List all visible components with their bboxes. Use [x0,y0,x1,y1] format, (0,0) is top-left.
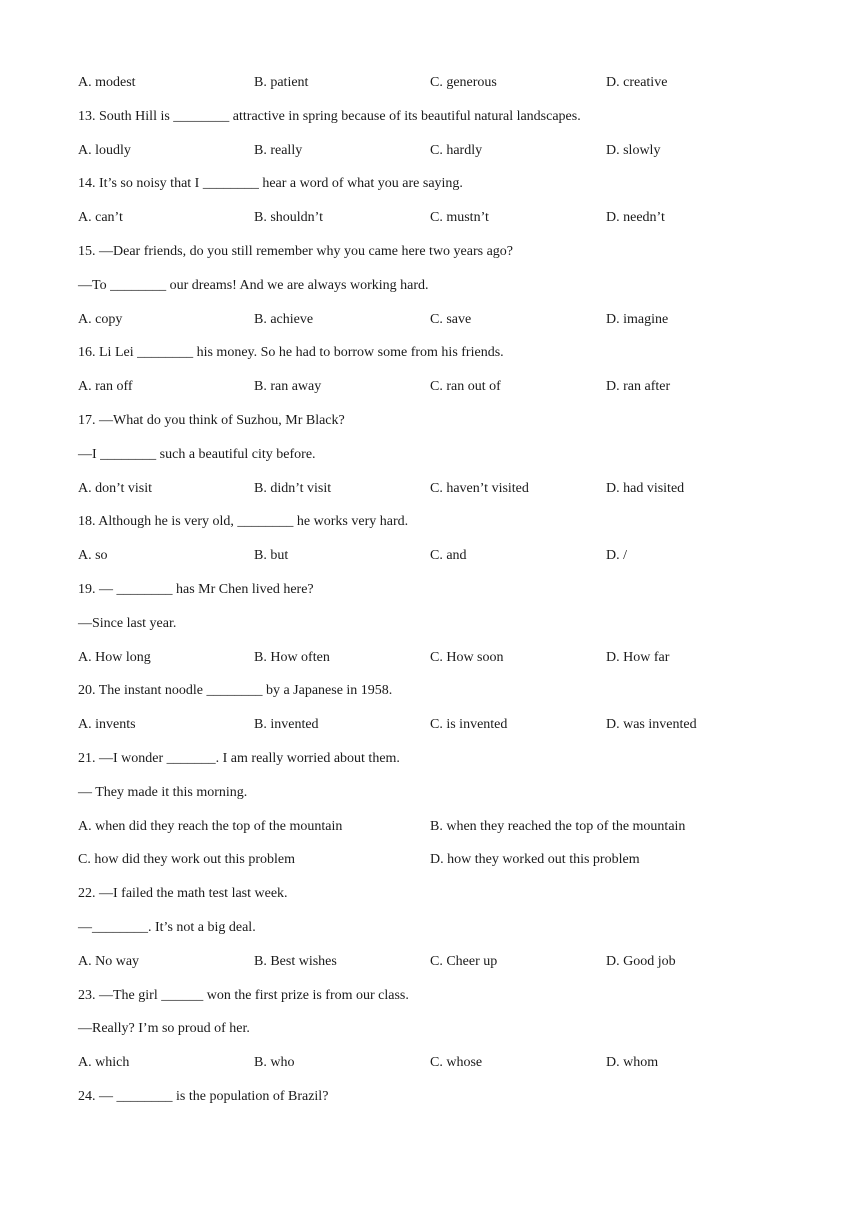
options-row [78,546,798,566]
answer-option: D. slowly [606,143,661,158]
answer-option: C. haven’t visited [430,481,529,496]
question-stem: 21. —I wonder _______. I am really worried about them. [78,751,400,766]
answer-option: A. when did they reach the top of the mountain [78,819,343,834]
options-row [78,310,798,330]
dialogue-line: — They made it this morning. [78,785,248,800]
question-stem: 23. —The girl ______ won the first prize is from our class. [78,988,409,1003]
answer-option: A. copy [78,312,123,327]
answer-option: C. mustn’t [430,210,489,225]
answer-option: B. really [254,143,303,158]
question-stem: 18. Although he is very old, ________ he works very hard. [78,514,409,529]
answer-option: A. don’t visit [78,481,153,496]
answer-option: D. how they worked out this problem [430,852,640,867]
options-row [78,141,798,161]
question-stem: 20. The instant noodle ________ by a Japanese in 1958. [78,683,393,698]
options-row [78,648,798,668]
answer-option: A. loudly [78,143,131,158]
answer-option: B. shouldn’t [254,210,323,225]
answer-option: A. so [78,548,108,563]
answer-option: B. ran away [254,379,322,394]
answer-option: C. save [430,312,472,327]
answer-option: A. can’t [78,210,123,225]
question-stem: 16. Li Lei ________ his money. So he had to borrow some from his friends. [78,345,504,360]
answer-option: C. ran out of [430,379,501,394]
answer-option: A. ran off [78,379,133,394]
question-stem: 19. — ________ has Mr Chen lived here? [78,582,314,597]
question-stem: 15. —Dear friends, do you still remember why you came here two years ago? [78,244,514,259]
answer-option: A. invents [78,717,136,732]
options-row [78,952,798,972]
question-stem: 22. —I failed the math test last week. [78,886,288,901]
answer-option: C. Cheer up [430,954,498,969]
answer-option: D. whom [606,1055,659,1070]
options-row [78,1053,798,1073]
answer-option: A. How long [78,650,151,665]
answer-option: B. who [254,1055,295,1070]
answer-option: A. which [78,1055,130,1070]
answer-option: B. but [254,548,289,563]
options-row-q12 [78,73,798,93]
answer-option: B. patient [254,75,309,90]
answer-option: D. creative [606,75,668,90]
answer-option: B. Best wishes [254,954,337,969]
dialogue-line: —Really? I’m so proud of her. [78,1021,250,1036]
answer-option: B. achieve [254,312,314,327]
answer-option: D. was invented [606,717,697,732]
options-row-wide [78,850,798,870]
dialogue-line: —To ________ our dreams! And we are always working hard. [78,278,429,293]
answer-option: D. imagine [606,312,669,327]
answer-option: D. Good job [606,954,676,969]
answer-option: C. whose [430,1055,483,1070]
dialogue-line: —________. It’s not a big deal. [78,920,256,935]
options-row [78,479,798,499]
question-stem: 24. — ________ is the population of Brazil? [78,1089,329,1104]
options-row-wide [78,817,798,837]
dialogue-line: —I ________ such a beautiful city before. [78,447,316,462]
answer-option: A. modest [78,75,136,90]
answer-option: D. had visited [606,481,685,496]
dialogue-line: —Since last year. [78,616,177,631]
question-stem: 13. South Hill is ________ attractive in spring because of its beautiful natural landscapes. [78,109,581,124]
answer-option: D. How far [606,650,670,665]
answer-option: D. ran after [606,379,671,394]
answer-option: C. how did they work out this problem [78,852,295,867]
answer-option: C. hardly [430,143,483,158]
question-stem: 14. It’s so noisy that I ________ hear a word of what you are saying. [78,176,463,191]
question-stem: 17. —What do you think of Suzhou, Mr Black? [78,413,345,428]
answer-option: B. when they reached the top of the mountain [430,819,686,834]
answer-option: C. and [430,548,467,563]
answer-option: C. How soon [430,650,504,665]
answer-option: C. is invented [430,717,508,732]
answer-option: D. / [606,548,627,563]
options-row [78,377,798,397]
answer-option: B. didn’t visit [254,481,332,496]
answer-option: D. needn’t [606,210,665,225]
options-row [78,715,798,735]
answer-option: B. invented [254,717,319,732]
options-row [78,208,798,228]
answer-option: B. How often [254,650,330,665]
answer-option: A. No way [78,954,140,969]
answer-option: C. generous [430,75,497,90]
